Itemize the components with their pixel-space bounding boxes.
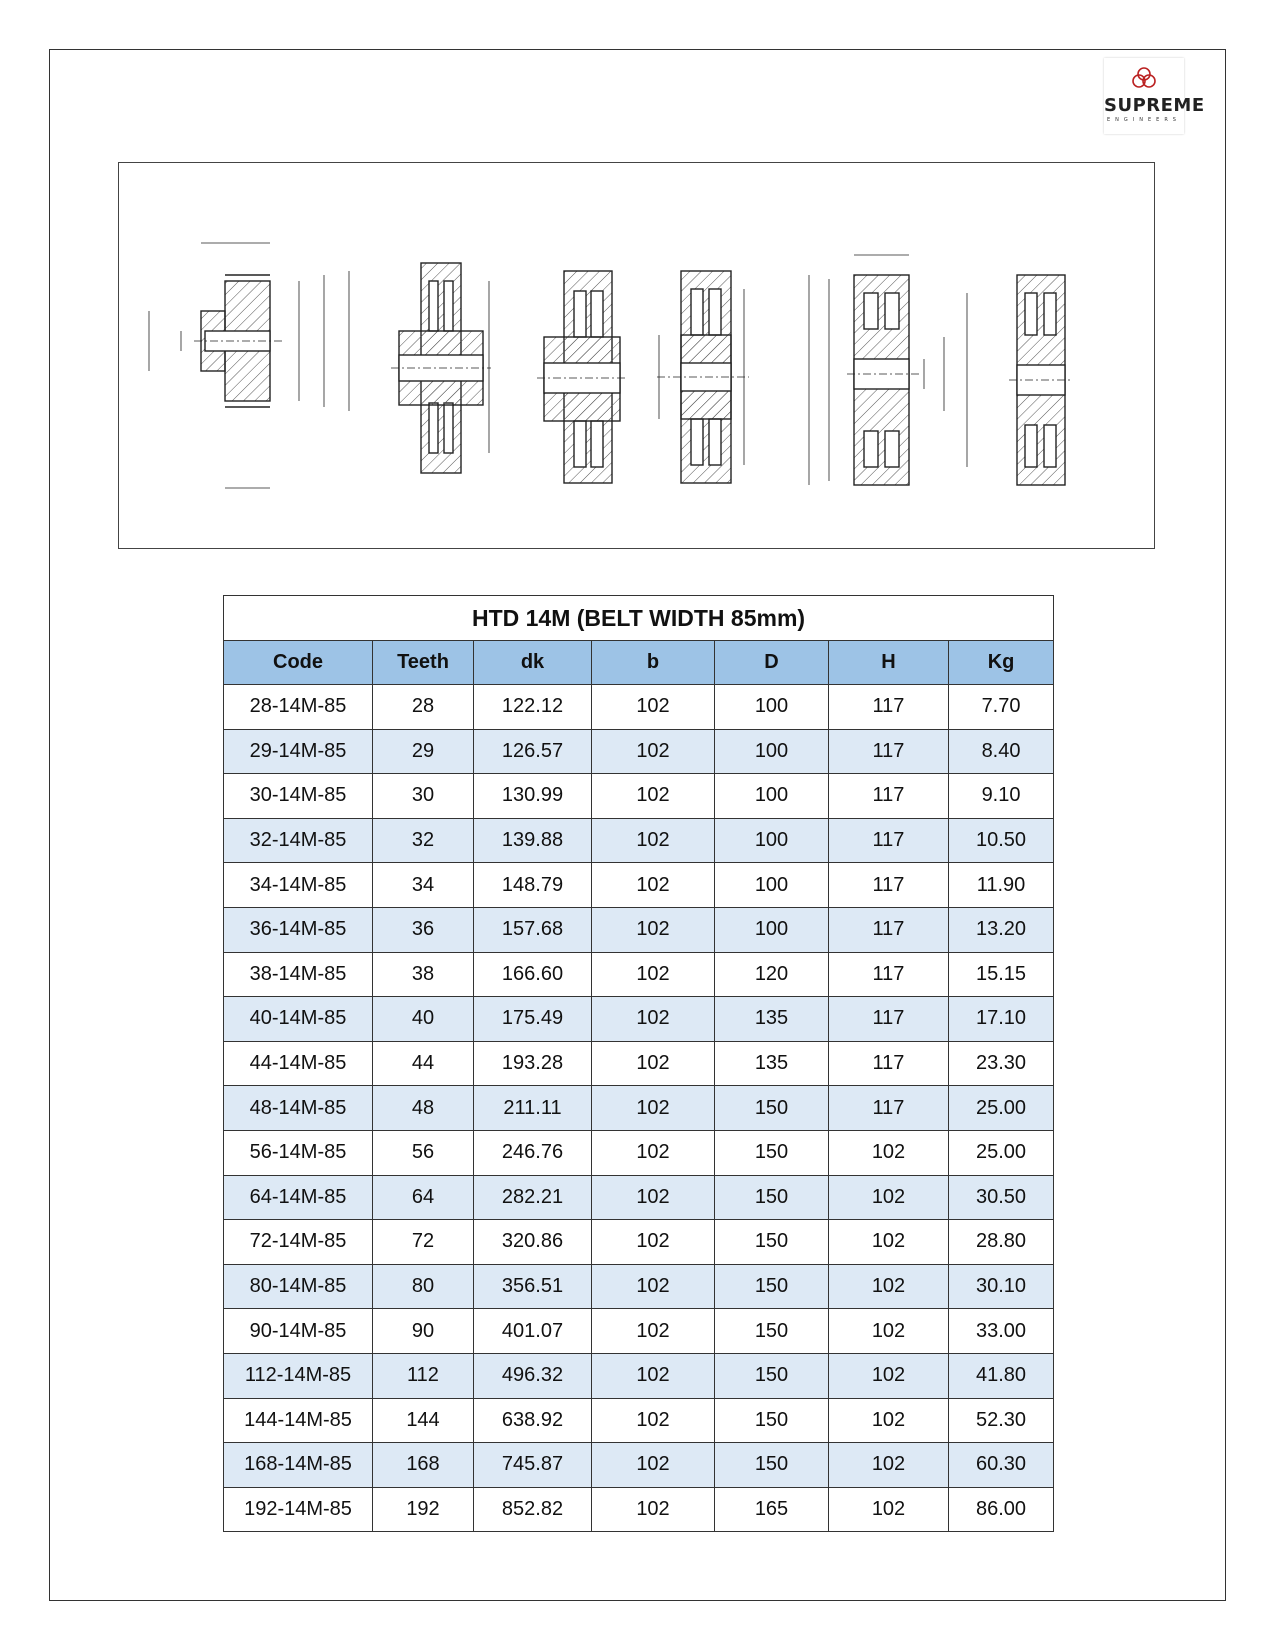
cell-code: 28-14M-85 xyxy=(224,685,373,730)
cell-b: 102 xyxy=(592,1086,715,1131)
cell-teeth: 28 xyxy=(373,685,474,730)
table-row xyxy=(224,863,1054,908)
cell-b: 102 xyxy=(592,1443,715,1488)
cell-kg: 30.50 xyxy=(949,1175,1054,1220)
cell-kg: 30.10 xyxy=(949,1264,1054,1309)
cell-teeth: 64 xyxy=(373,1175,474,1220)
cell-h: 117 xyxy=(829,774,949,819)
cell-teeth: 72 xyxy=(373,1220,474,1265)
cell-code: 36-14M-85 xyxy=(224,907,373,952)
cell-d: 150 xyxy=(715,1086,829,1131)
cell-b: 102 xyxy=(592,863,715,908)
cell-teeth: 32 xyxy=(373,818,474,863)
cell-dk: 126.57 xyxy=(474,729,592,774)
cell-code: 30-14M-85 xyxy=(224,774,373,819)
cell-teeth: 56 xyxy=(373,1130,474,1175)
cell-d: 100 xyxy=(715,685,829,730)
cell-teeth: 192 xyxy=(373,1487,474,1532)
cell-dk: 130.99 xyxy=(474,774,592,819)
pulley-drawing-4 xyxy=(657,271,749,483)
table-row xyxy=(224,1175,1054,1220)
cell-kg: 25.00 xyxy=(949,1130,1054,1175)
cell-b: 102 xyxy=(592,729,715,774)
cell-d: 150 xyxy=(715,1443,829,1488)
table-row xyxy=(224,1443,1054,1488)
cell-dk: 745.87 xyxy=(474,1443,592,1488)
table-row xyxy=(224,1353,1054,1398)
cell-d: 150 xyxy=(715,1309,829,1354)
cell-b: 102 xyxy=(592,1220,715,1265)
cell-kg: 9.10 xyxy=(949,774,1054,819)
table-row xyxy=(224,907,1054,952)
cell-dk: 401.07 xyxy=(474,1309,592,1354)
cell-h: 117 xyxy=(829,1041,949,1086)
table-title: HTD 14M (BELT WIDTH 85mm) xyxy=(224,596,1054,641)
cell-kg: 17.10 xyxy=(949,997,1054,1042)
header-dk: dk xyxy=(474,641,592,685)
cell-kg: 7.70 xyxy=(949,685,1054,730)
table-row xyxy=(224,685,1054,730)
cell-h: 102 xyxy=(829,1130,949,1175)
cell-code: 34-14M-85 xyxy=(224,863,373,908)
cell-dk: 320.86 xyxy=(474,1220,592,1265)
cell-h: 117 xyxy=(829,818,949,863)
pulley-drawing-2 xyxy=(391,263,491,473)
cell-h: 102 xyxy=(829,1353,949,1398)
cell-dk: 122.12 xyxy=(474,685,592,730)
cell-code: 168-14M-85 xyxy=(224,1443,373,1488)
cell-kg: 86.00 xyxy=(949,1487,1054,1532)
table-row xyxy=(224,1309,1054,1354)
table-row xyxy=(224,1220,1054,1265)
cell-dk: 638.92 xyxy=(474,1398,592,1443)
header-kg: Kg xyxy=(949,641,1054,685)
table-row xyxy=(224,1398,1054,1443)
table-row xyxy=(224,1130,1054,1175)
cell-dk: 282.21 xyxy=(474,1175,592,1220)
cell-teeth: 90 xyxy=(373,1309,474,1354)
cell-code: 112-14M-85 xyxy=(224,1353,373,1398)
cell-kg: 23.30 xyxy=(949,1041,1054,1086)
cell-d: 150 xyxy=(715,1398,829,1443)
cell-b: 102 xyxy=(592,1309,715,1354)
logo-brand: SUPREME xyxy=(1104,95,1205,116)
cell-code: 144-14M-85 xyxy=(224,1398,373,1443)
cell-d: 100 xyxy=(715,907,829,952)
cell-kg: 10.50 xyxy=(949,818,1054,863)
cell-kg: 41.80 xyxy=(949,1353,1054,1398)
table-row xyxy=(224,1041,1054,1086)
table-header-row xyxy=(224,641,1054,685)
pulley-drawing-6 xyxy=(1009,275,1073,485)
cell-d: 150 xyxy=(715,1175,829,1220)
cell-code: 192-14M-85 xyxy=(224,1487,373,1532)
cell-dk: 852.82 xyxy=(474,1487,592,1532)
table-row xyxy=(224,1086,1054,1131)
header-code: Code xyxy=(224,641,373,685)
cell-b: 102 xyxy=(592,1175,715,1220)
cell-h: 117 xyxy=(829,863,949,908)
cell-dk: 157.68 xyxy=(474,907,592,952)
cell-d: 165 xyxy=(715,1487,829,1532)
cell-dk: 166.60 xyxy=(474,952,592,997)
cell-h: 117 xyxy=(829,729,949,774)
cell-teeth: 38 xyxy=(373,952,474,997)
cell-kg: 60.30 xyxy=(949,1443,1054,1488)
cell-dk: 496.32 xyxy=(474,1353,592,1398)
table-row xyxy=(224,997,1054,1042)
table-body xyxy=(224,685,1054,1532)
cell-b: 102 xyxy=(592,1487,715,1532)
table-row xyxy=(224,729,1054,774)
cell-dk: 175.49 xyxy=(474,997,592,1042)
cell-kg: 8.40 xyxy=(949,729,1054,774)
cell-kg: 13.20 xyxy=(949,907,1054,952)
cell-d: 135 xyxy=(715,997,829,1042)
cell-h: 102 xyxy=(829,1220,949,1265)
cell-code: 64-14M-85 xyxy=(224,1175,373,1220)
cell-h: 117 xyxy=(829,1086,949,1131)
cell-code: 80-14M-85 xyxy=(224,1264,373,1309)
table-row xyxy=(224,774,1054,819)
cell-dk: 356.51 xyxy=(474,1264,592,1309)
cell-kg: 28.80 xyxy=(949,1220,1054,1265)
pulley-drawings xyxy=(118,162,1155,549)
cell-b: 102 xyxy=(592,1264,715,1309)
cell-kg: 33.00 xyxy=(949,1309,1054,1354)
cell-teeth: 80 xyxy=(373,1264,474,1309)
cell-b: 102 xyxy=(592,907,715,952)
cell-dk: 211.11 xyxy=(474,1086,592,1131)
cell-teeth: 48 xyxy=(373,1086,474,1131)
cell-teeth: 40 xyxy=(373,997,474,1042)
cell-h: 102 xyxy=(829,1487,949,1532)
cell-b: 102 xyxy=(592,774,715,819)
cell-d: 150 xyxy=(715,1264,829,1309)
cell-code: 38-14M-85 xyxy=(224,952,373,997)
cell-b: 102 xyxy=(592,818,715,863)
cell-dk: 193.28 xyxy=(474,1041,592,1086)
cell-code: 40-14M-85 xyxy=(224,997,373,1042)
cell-teeth: 30 xyxy=(373,774,474,819)
cell-b: 102 xyxy=(592,1130,715,1175)
cell-h: 102 xyxy=(829,1443,949,1488)
table-row xyxy=(224,1487,1054,1532)
cell-d: 100 xyxy=(715,818,829,863)
cell-teeth: 34 xyxy=(373,863,474,908)
cell-code: 56-14M-85 xyxy=(224,1130,373,1175)
cell-b: 102 xyxy=(592,685,715,730)
cell-d: 120 xyxy=(715,952,829,997)
header-teeth: Teeth xyxy=(373,641,474,685)
cell-dk: 139.88 xyxy=(474,818,592,863)
cell-teeth: 144 xyxy=(373,1398,474,1443)
cell-b: 102 xyxy=(592,1398,715,1443)
cell-code: 44-14M-85 xyxy=(224,1041,373,1086)
header-h: H xyxy=(829,641,949,685)
header-b: b xyxy=(592,641,715,685)
pulley-spec-table-wrap xyxy=(223,595,1053,1532)
cell-teeth: 168 xyxy=(373,1443,474,1488)
cell-kg: 15.15 xyxy=(949,952,1054,997)
pulley-drawing-5 xyxy=(809,255,967,485)
cell-d: 135 xyxy=(715,1041,829,1086)
cell-h: 102 xyxy=(829,1264,949,1309)
cell-b: 102 xyxy=(592,1041,715,1086)
cell-code: 48-14M-85 xyxy=(224,1086,373,1131)
cell-code: 72-14M-85 xyxy=(224,1220,373,1265)
cell-h: 117 xyxy=(829,907,949,952)
cell-d: 100 xyxy=(715,774,829,819)
pulley-drawing-1 xyxy=(149,243,349,488)
table-row xyxy=(224,952,1054,997)
cell-dk: 148.79 xyxy=(474,863,592,908)
cell-teeth: 29 xyxy=(373,729,474,774)
cell-d: 100 xyxy=(715,863,829,908)
cell-b: 102 xyxy=(592,997,715,1042)
cell-kg: 11.90 xyxy=(949,863,1054,908)
header-d: D xyxy=(715,641,829,685)
cell-kg: 25.00 xyxy=(949,1086,1054,1131)
table-row xyxy=(224,1264,1054,1309)
cell-h: 117 xyxy=(829,952,949,997)
cell-b: 102 xyxy=(592,952,715,997)
table-row xyxy=(224,818,1054,863)
logo-mark-icon xyxy=(1104,66,1184,93)
cell-teeth: 44 xyxy=(373,1041,474,1086)
cell-h: 117 xyxy=(829,997,949,1042)
pulley-drawing-3 xyxy=(537,271,627,483)
cell-teeth: 112 xyxy=(373,1353,474,1398)
cell-teeth: 36 xyxy=(373,907,474,952)
cell-d: 150 xyxy=(715,1353,829,1398)
cell-h: 102 xyxy=(829,1309,949,1354)
cell-h: 102 xyxy=(829,1398,949,1443)
supreme-engineers-logo xyxy=(1104,58,1205,134)
cell-d: 150 xyxy=(715,1130,829,1175)
cell-b: 102 xyxy=(592,1353,715,1398)
pulley-spec-table xyxy=(223,595,1054,1532)
cell-dk: 246.76 xyxy=(474,1130,592,1175)
cell-h: 102 xyxy=(829,1175,949,1220)
cell-d: 100 xyxy=(715,729,829,774)
cell-code: 32-14M-85 xyxy=(224,818,373,863)
cell-h: 117 xyxy=(829,685,949,730)
cell-code: 90-14M-85 xyxy=(224,1309,373,1354)
logo-sub: ENGINEERS xyxy=(1107,117,1181,123)
cell-kg: 52.30 xyxy=(949,1398,1054,1443)
cell-d: 150 xyxy=(715,1220,829,1265)
cell-code: 29-14M-85 xyxy=(224,729,373,774)
